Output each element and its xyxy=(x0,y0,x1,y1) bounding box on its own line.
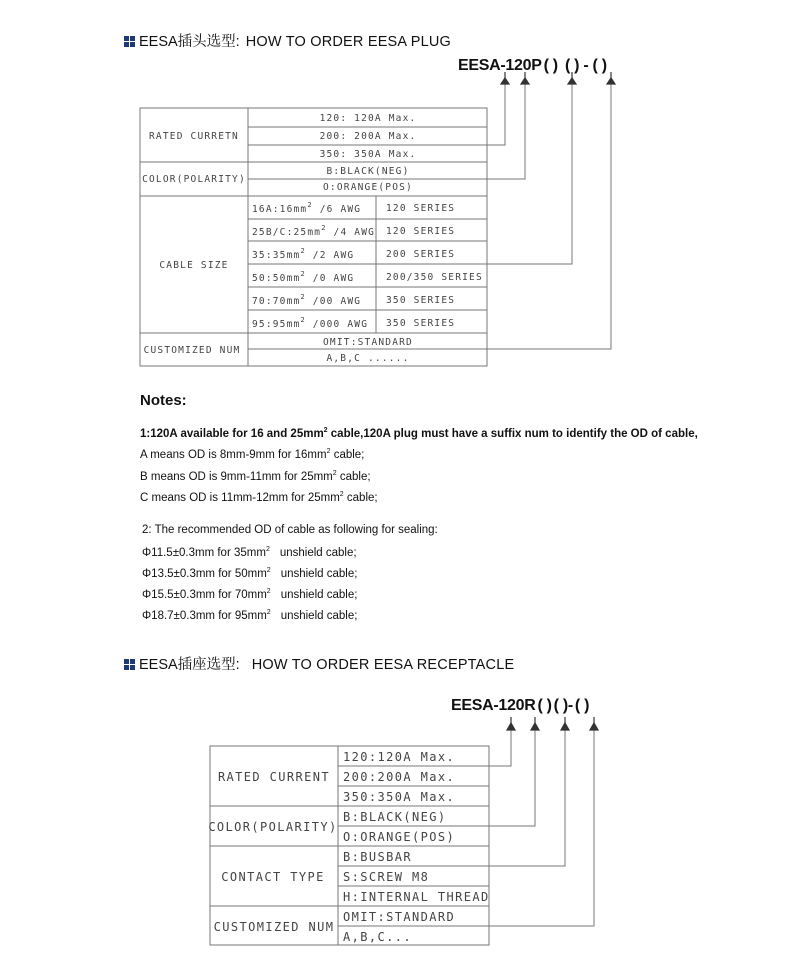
plug-section-title: EESA插头选型: HOW TO ORDER EESA PLUG xyxy=(124,30,451,51)
receptacle-rated-120: 120:120A Max. xyxy=(343,750,456,764)
plug-color-black: B:BLACK(NEG) xyxy=(326,166,410,177)
note-a: A means OD is 8mm-9mm for $16mm^2$ cable; xyxy=(140,448,365,461)
plug-cable-series: 200/350 SERIES xyxy=(386,272,483,283)
plug-cable-series: 120 SERIES xyxy=(386,203,456,214)
plug-cable-size: $16A:16mm^2$ /6 AWG xyxy=(252,201,362,215)
receptacle-section-title: EESA插座选型: HOW TO ORDER EESA RECEPTACLE xyxy=(124,653,514,674)
plug-cable-size: $70:70mm^2$ /00 AWG xyxy=(252,293,362,307)
note-1: 1:120A available for 16 and $25mm^2$ cable,120A plug must have a suffix num to identify the OD of cable, xyxy=(140,427,698,440)
receptacle-custom-standard: OMIT:STANDARD xyxy=(343,910,456,924)
receptacle-contact-busbar: B:BUSBAR xyxy=(343,850,412,864)
plug-rated-200: 200: 200A Max. xyxy=(319,131,417,142)
plug-rated-350: 350: 350A Max. xyxy=(319,149,417,160)
receptacle-contact-screw: S:SCREW M8 xyxy=(343,870,430,884)
receptacle-rated-200: 200:200A Max. xyxy=(343,770,456,784)
note-od-95: Φ18.7±0.3mm for $95mm^2$ unshield cable; xyxy=(142,609,358,622)
notes-heading: Notes: xyxy=(140,392,187,409)
note-od-35: Φ11.5±0.3mm for $35mm^2$ unshield cable; xyxy=(142,546,357,559)
plug-cable-label: CABLE SIZE xyxy=(159,260,229,271)
receptacle-rated-350: 350:350A Max. xyxy=(343,790,456,804)
receptacle-rated-label: RATED CURRENT xyxy=(217,770,331,784)
plug-cable-series: 200 SERIES xyxy=(386,249,456,260)
plug-order-code-suffix: ( ) - ( ) xyxy=(565,57,607,74)
plug-custom-standard: OMIT:STANDARD xyxy=(323,337,413,348)
plug-color-label: COLOR(POLARITY) xyxy=(142,174,246,185)
note-2: 2: The recommended OD of cable as following for sealing: xyxy=(142,524,438,536)
plug-cable-size: $50:50mm^2$ /0 AWG xyxy=(252,270,355,284)
receptacle-custom-abc: A,B,C... xyxy=(343,930,412,944)
plug-custom-abc: A,B,C ...... xyxy=(326,353,410,364)
receptacle-order-code: EESA-120R ( ) ( )- ( ) xyxy=(451,697,590,714)
receptacle-contact-label: CONTACT TYPE xyxy=(221,870,325,884)
plug-order-code: EESA-120P ( ) xyxy=(458,57,558,74)
receptacle-color-label: COLOR(POLARITY) xyxy=(208,820,338,834)
plug-color-orange: O:ORANGE(POS) xyxy=(323,182,413,193)
plug-cable-series: 350 SERIES xyxy=(386,318,456,329)
note-c: C means OD is 11mm-12mm for $25mm^2$ cable; xyxy=(140,491,378,504)
plug-custom-label: CUSTOMIZED NUM xyxy=(143,345,241,356)
receptacle-custom-label: CUSTOMIZED NUM xyxy=(213,920,335,934)
note-b: B means OD is 9mm-11mm for $25mm^2$ cable; xyxy=(140,470,371,483)
plug-cable-size: $25B/C:25mm^2$ /4 AWG xyxy=(252,224,376,238)
receptacle-color-black: B:BLACK(NEG) xyxy=(343,810,447,824)
plug-cable-size: $35:35mm^2$ /2 AWG xyxy=(252,247,355,261)
plug-cable-series: 120 SERIES xyxy=(386,226,456,237)
receptacle-contact-thread: H:INTERNAL THREAD xyxy=(343,890,490,904)
plug-rated-label: RATED CURRETN xyxy=(149,131,239,142)
plug-cable-size: $95:95mm^2$ /000 AWG xyxy=(252,316,369,330)
note-od-50: Φ13.5±0.3mm for $50mm^2$ unshield cable; xyxy=(142,567,358,580)
note-od-70: Φ15.5±0.3mm for $70mm^2$ unshield cable; xyxy=(142,588,358,601)
receptacle-color-orange: O:ORANGE(POS) xyxy=(343,830,456,844)
plug-cable-series: 350 SERIES xyxy=(386,295,456,306)
plug-rated-120: 120: 120A Max. xyxy=(319,113,417,124)
